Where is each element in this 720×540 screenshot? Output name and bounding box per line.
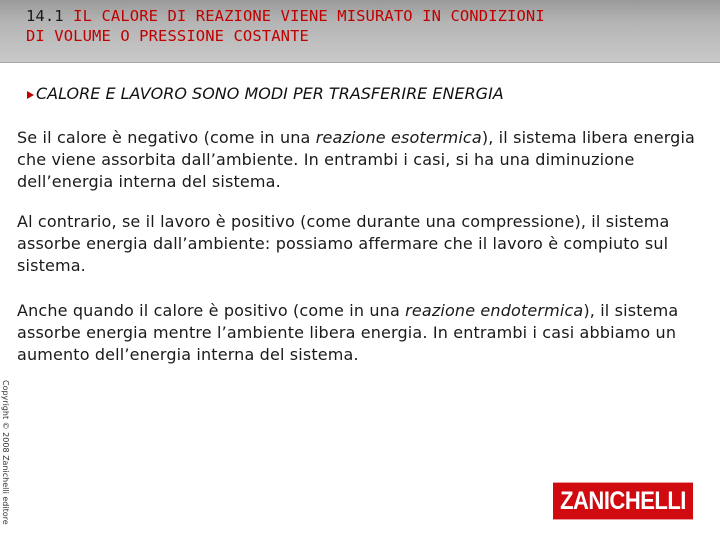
paragraph-1: [17, 127, 705, 193]
section-number: 14.1: [26, 7, 64, 25]
paragraph-3-end: ), il sistema assorbe energia mentre l’ambiente libera energia. In entrambi i casi abbiamo un aumento dell’energia interna del sistema.: [17, 301, 679, 364]
zanichelli-logo: ZANICHELLI: [553, 483, 693, 520]
paragraph-1-start: Se il calore è negativo (come in una: [17, 128, 316, 147]
title-line-1: IL CALORE DI REAZIONE VIENE MISURATO IN CONDIZIONI: [73, 7, 545, 25]
section-heading-text: CALORE E LAVORO SONO MODI PER TRASFERIRE ENERGIA: [36, 84, 504, 103]
section-heading: [27, 84, 504, 103]
paragraph-3: [17, 300, 705, 366]
paragraph-3-start: Anche quando il calore è positivo (come in una: [17, 301, 406, 320]
copyright-notice: Copyright © 2008 Zanichelli editore: [1, 380, 10, 525]
paragraph-3-emphasis: reazione endotermica: [405, 301, 584, 320]
title-line-2: DI VOLUME O PRESSIONE COSTANTE: [26, 27, 309, 45]
slide-title: [26, 6, 706, 46]
red-triangle-bullet-icon: [27, 91, 34, 99]
header-bar: [0, 0, 720, 63]
paragraph-1-emphasis: reazione esotermica: [315, 128, 482, 147]
paragraph-1-end: ), il sistema libera energia che viene assorbita dall’ambiente. In entrambi i casi, si ha una diminuzione dell’energia interna del sistema.: [17, 128, 696, 191]
paragraph-2: Al contrario, se il lavoro è positivo (come durante una compressione), il sistema assorbe energia dall’ambiente: possiamo affermare che il lavoro è compiuto sul sistema.: [17, 212, 670, 275]
